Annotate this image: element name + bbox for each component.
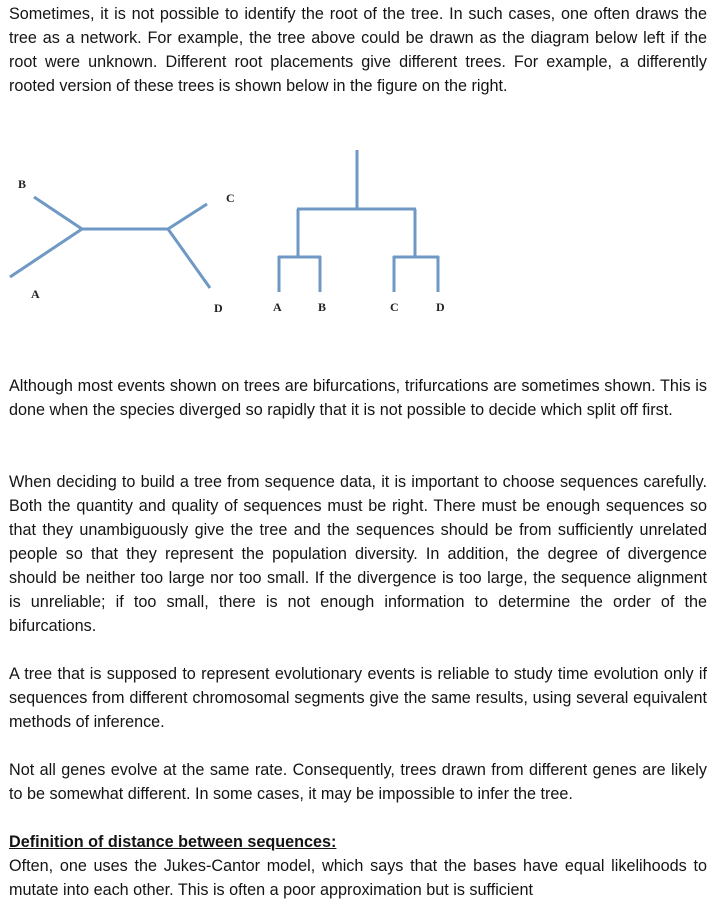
rooted-label-b: B (318, 300, 327, 314)
rooted-label-d: D (436, 300, 445, 314)
unrooted-label-b: B (18, 177, 27, 191)
tree-figure (0, 140, 724, 330)
unrooted-label-a: A (31, 287, 40, 301)
unrooted-branch-d (168, 229, 210, 288)
paragraph-trifurcations: Although most events shown on trees are bifurcations, trifurcations are sometimes shown. This is done when the species diverged so rapidly that it is not possible to decide which split off first. (9, 377, 707, 419)
unrooted-label-d: D (214, 301, 223, 315)
rooted-label-a: A (273, 300, 282, 314)
paragraph-intro: Sometimes, it is not possible to identify the root of the tree. In such cases, one often draws the tree as a network. For example, the tree above could be drawn as the diagram below left if the root were unknown. Different root placements give different trees. For example, a differently rooted version of these trees is shown below in the figure on the right. (9, 5, 707, 95)
paragraph-jukes-cantor: Often, one uses the Jukes-Cantor model, which says that the bases have equal likelihoods to mutate into each other. This is often a poor approximation but is sufficient (9, 857, 707, 899)
section-heading: Definition of distance between sequences: (9, 833, 337, 851)
paragraph-gene-rates: Not all genes evolve at the same rate. Consequently, trees drawn from different genes are likely to be somewhat different. In some cases, it may be impossible to infer the tree. (9, 761, 707, 803)
unrooted-tree (10, 177, 235, 315)
unrooted-label-c: C (226, 191, 235, 205)
rooted-label-c: C (390, 300, 399, 314)
unrooted-branch-a (10, 229, 82, 277)
paragraph-reliability: A tree that is supposed to represent evolutionary events is reliable to study time evolution only if sequences from different chromosomal segments give the same results, using several equivalent methods of inference. (9, 665, 707, 731)
unrooted-branch-c (168, 204, 207, 229)
rooted-tree (273, 150, 445, 314)
unrooted-branch-b (34, 197, 82, 229)
paragraph-sequence-choice: When deciding to build a tree from sequence data, it is important to choose sequences carefully. Both the quantity and quality of sequences must be right. There must be enough sequences so that they unambiguously give the tree and the sequences should be from sufficiently unrelated people so that they represent the population diversity. In addition, the degree of divergence should be neither too large nor too small. If the divergence is too large, the sequence alignment is unreliable; if too small, there is not enough information to determine the order of the bifurcations. (9, 473, 707, 635)
